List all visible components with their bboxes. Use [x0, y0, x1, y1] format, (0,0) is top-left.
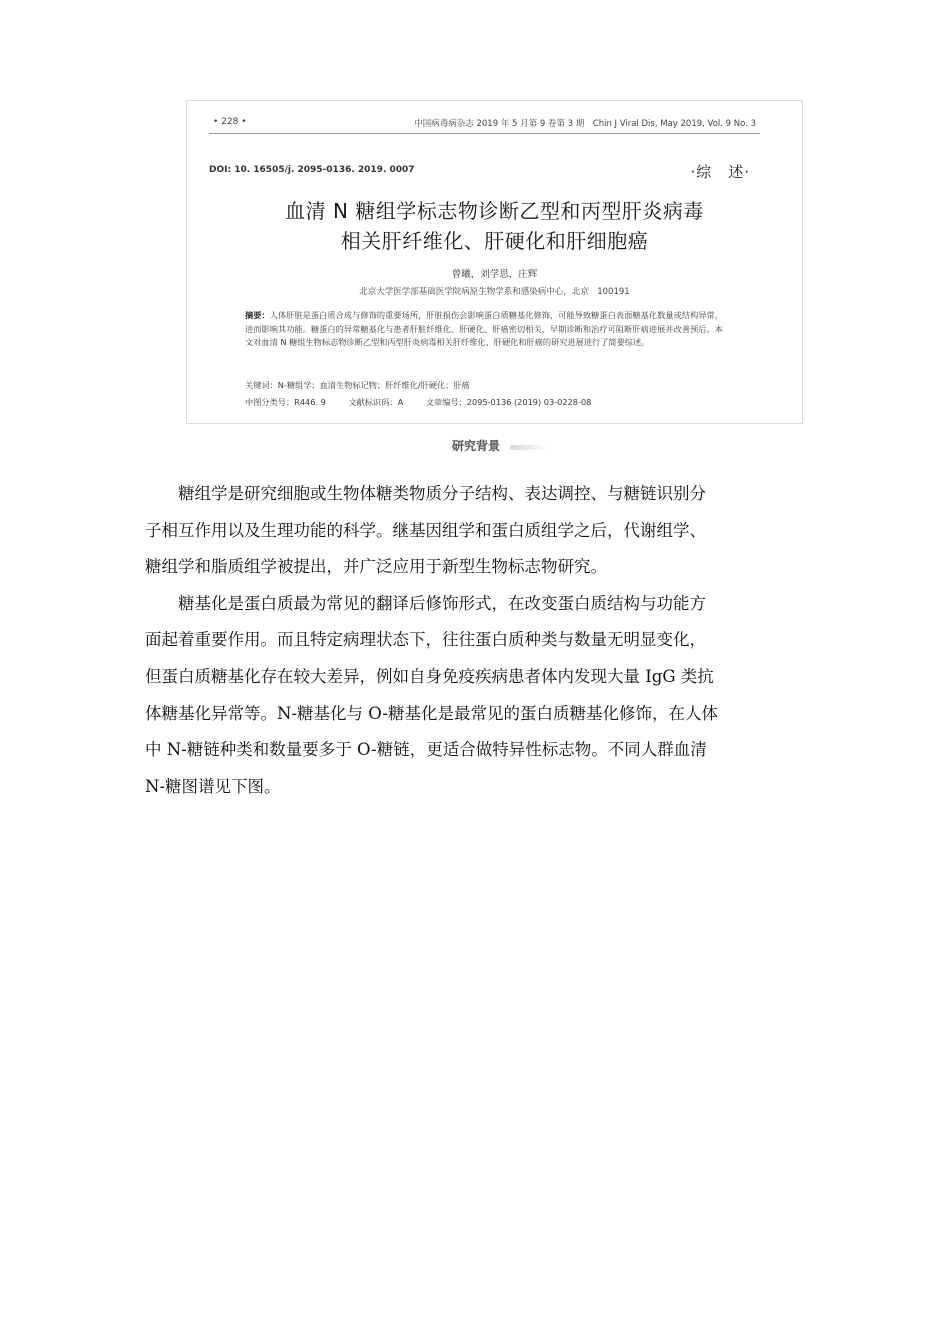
paper-keywords: 关键词：N-糖组学；血清生物标记物；肝纤维化/肝硬化；肝癌 — [245, 380, 470, 390]
paper-header-rule — [209, 133, 760, 134]
paper-affiliation: 北京大学医学部基础医学院病原生物学系和感染病中心，北京 100191 — [359, 287, 630, 297]
paper-doi: DOI: 10. 16505/j. 2095-0136. 2019. 0007 — [209, 165, 415, 175]
text-line: 面起着重要作用。而且特定病理状态下，往往蛋白质种类与数量无明显变化， — [145, 630, 706, 650]
text-line: 糖组学是研究细胞或生物体糖类物质分子结构、表达调控、与糖链识别分 — [178, 484, 706, 503]
text-line: N-糖图谱见下图。 — [145, 776, 281, 796]
paper-class-number: 中图分类号：R446. 9 — [245, 397, 326, 407]
text-line: 中 N-糖链种类和数量要多于 O-糖链，更适合做特异性标志物。不同人群血清 — [145, 740, 707, 760]
paper-title-line-1: 血清 N 糖组学标志物诊断乙型和丙型肝炎病毒 — [285, 199, 704, 223]
figure-caption: 研究背景 — [452, 439, 501, 453]
text-line: 糖组学和脂质组学被提出，并广泛应用于新型生物标志物研究。 — [145, 557, 607, 577]
paper-excerpt-image — [186, 100, 803, 424]
paragraph-1 — [145, 476, 807, 586]
text-line: 体糖基化异常等。N-糖基化与 O-糖基化是最常见的蛋白质糖基化修饰，在人体 — [145, 703, 718, 723]
paper-section-label: ·综 述· — [690, 163, 750, 181]
paper-article-number: 文章编号：2095-0136 (2019) 03-0228-08 — [425, 397, 592, 407]
paper-page-number: • 228 • — [213, 117, 247, 127]
caption-decoration — [510, 445, 550, 450]
paper-abstract-text: 人体肝脏是蛋白质合成与修饰的重要场所，肝脏损伤会影响蛋白质糖基化修饰，可能导致糖蛋白表面糖基化数量或结构异常，进而影响其功能。糖蛋白的异常糖基化与患者肝脏纤维化、肝硬化、肝癌密切相关，早期诊断和治疗可阻断肝病进展并改善预后。本文对血清 N 糖组生物标志物诊断乙型和丙型肝炎病毒相关肝纤维化、肝硬化和肝癌的研究进展进行了简要综述。 — [245, 310, 723, 348]
text-line: 但蛋白质糖基化存在较大差异，例如自身免疫疾病患者体内发现大量 IgG 类抗 — [145, 666, 714, 686]
body-text — [145, 476, 807, 805]
text-line: 糖基化是蛋白质最为常见的翻译后修饰形式，在改变蛋白质结构与功能方 — [178, 593, 706, 613]
paper-classification — [245, 397, 611, 408]
paper-abstract-label: 摘要： — [245, 310, 270, 320]
paper-journal-header: 中国病毒病杂志 2019 年 5 月第 9 卷第 3 期 Chin J Viral Dis, May 2019, Vol. 9 No. 3 — [414, 119, 756, 129]
paper-document-code: 文献标识码：A — [348, 397, 404, 407]
paragraph-2 — [145, 586, 807, 806]
paper-title-line-2: 相关肝纤维化、肝硬化和肝细胞癌 — [340, 229, 649, 253]
paper-abstract — [245, 309, 723, 350]
text-line: 子相互作用以及生理功能的科学。继基因组学和蛋白质组学之后，代谢组学、 — [145, 520, 706, 540]
paper-authors: 曾曦，刘学思，庄辉 — [451, 269, 538, 280]
